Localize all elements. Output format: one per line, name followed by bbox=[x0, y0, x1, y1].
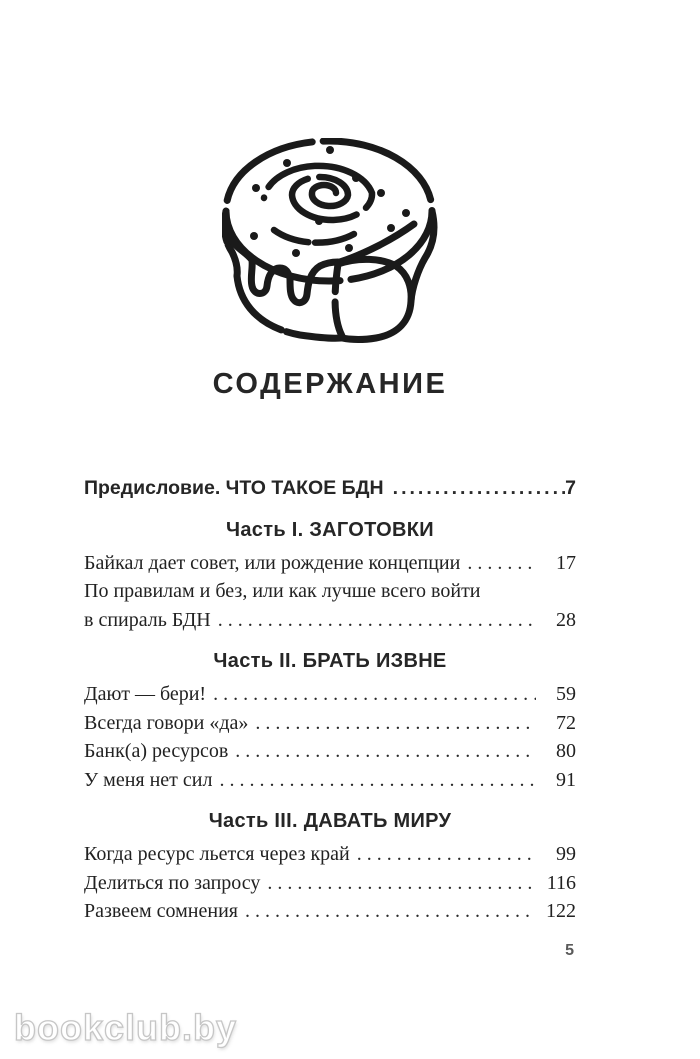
toc-entry-label: в спираль БДН bbox=[84, 608, 211, 631]
toc-entry bbox=[84, 680, 576, 709]
dot-leader bbox=[467, 549, 536, 578]
dot-leader bbox=[235, 737, 536, 766]
toc-entry bbox=[84, 606, 576, 635]
table-of-contents bbox=[84, 474, 576, 926]
cinnamon-bun-icon bbox=[222, 138, 438, 346]
book-contents-page bbox=[84, 0, 576, 960]
toc-entry-label: Всегда говори «да» bbox=[84, 711, 249, 734]
toc-entry bbox=[84, 737, 576, 766]
toc-entry-page: 80 bbox=[556, 740, 576, 762]
toc-entry-label: Развеем сомнения bbox=[84, 900, 238, 922]
toc-entry-label: У меня нет сил bbox=[84, 768, 213, 791]
toc-entry bbox=[84, 709, 576, 738]
toc-entry-page: 99 bbox=[556, 843, 576, 865]
dot-leader bbox=[213, 680, 536, 709]
toc-entry-label: Предисловие. ЧТО ТАКОЕ БДН bbox=[84, 477, 384, 499]
toc-entry-label: Когда ресурс льется через край bbox=[84, 843, 350, 865]
watermark: bookclub.by bbox=[14, 1007, 238, 1048]
toc-entry-page: 91 bbox=[556, 768, 576, 791]
toc-entry-label: По правилам и без, или как лучше всего войти bbox=[84, 580, 481, 602]
dot-leader bbox=[255, 709, 536, 738]
toc-entry-page: 17 bbox=[556, 551, 576, 574]
dot-leader bbox=[219, 766, 536, 795]
dot-leader bbox=[218, 606, 536, 635]
section-heading-part-2: Часть II. БРАТЬ ИЗВНЕ bbox=[213, 650, 447, 672]
toc-entry-label: Банк(а) ресурсов bbox=[84, 740, 229, 762]
toc-entry-label: Байкал дает совет, или рождение концепции bbox=[84, 551, 461, 574]
toc-entry bbox=[84, 549, 576, 578]
section-heading-part-3: Часть III. ДАВАТЬ МИРУ bbox=[208, 810, 452, 832]
dot-leader bbox=[357, 840, 536, 869]
page-title: СОДЕРЖАНИЕ bbox=[212, 368, 448, 400]
toc-entry-page: 59 bbox=[556, 683, 576, 705]
toc-entry-label: Дают — бери! bbox=[84, 683, 207, 705]
dot-leader bbox=[267, 869, 536, 898]
toc-entry bbox=[84, 840, 576, 869]
toc-entry-preface bbox=[84, 474, 576, 503]
toc-entry bbox=[84, 869, 576, 898]
toc-entry-page: 7 bbox=[565, 477, 576, 499]
page-number: 5 bbox=[565, 941, 574, 959]
dot-leader bbox=[245, 897, 536, 926]
toc-entry-page: 116 bbox=[546, 871, 576, 894]
toc-entry-page: 72 bbox=[556, 711, 576, 734]
dot-leader bbox=[393, 474, 565, 503]
toc-entry-page: 28 bbox=[556, 608, 576, 631]
toc-entry bbox=[84, 766, 576, 795]
toc-entry-label: Делиться по запросу bbox=[84, 871, 261, 894]
toc-entry bbox=[84, 897, 576, 926]
toc-entry-continued bbox=[84, 577, 576, 606]
toc-entry-page: 122 bbox=[546, 900, 576, 922]
section-heading-part-1: Часть I. ЗАГОТОВКИ bbox=[226, 518, 434, 541]
illustration-container bbox=[84, 138, 576, 346]
